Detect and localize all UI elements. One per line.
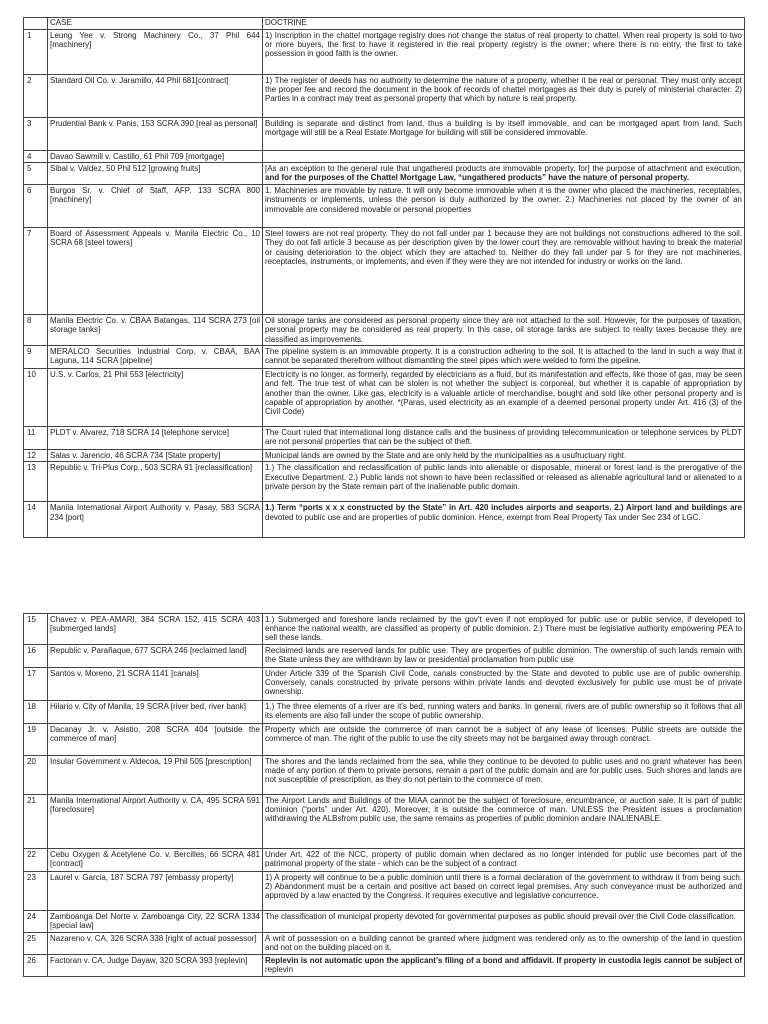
row-number: 3 (24, 118, 48, 151)
table-row (24, 462, 745, 502)
case-cell: Insular Government v. Aldecoa, 19 Phil 505 [prescription] (48, 755, 263, 794)
row-number: 20 (24, 755, 48, 794)
row-number: 22 (24, 848, 48, 871)
table-row (24, 667, 745, 700)
row-number: 23 (24, 871, 48, 910)
table-row (24, 30, 745, 75)
case-cell: Zamboanga Del Norte v. Zamboanga City, 22 SCRA 1334 [special law] (48, 910, 263, 932)
table-row (24, 315, 745, 346)
row-number: 2 (24, 75, 48, 118)
table-row (24, 75, 745, 118)
doctrine-cell: 1) Inscription in the chattel mortgage registry does not change the status of real property to chattel. When real property is sold to two or more buyers, the first to have it registered in the real property registry is the owner; where there is no entry, the first to take possession in good faith is the owner. (263, 30, 745, 75)
header-case: CASE (48, 18, 263, 30)
case-cell: Manila International Airport Authority v. CA, 495 SCRA 591 [foreclosure] (48, 794, 263, 848)
row-number: 5 (24, 163, 48, 185)
table-row (24, 700, 745, 723)
case-cell: Republic v. Tri-Plus Corp., 503 SCRA 91 [reclassification] (48, 462, 263, 502)
table-row (24, 910, 745, 932)
table-row (24, 723, 745, 755)
table-row (24, 163, 745, 185)
case-cell: Laurel v. Garcia, 187 SCRA 797 [embassy property] (48, 871, 263, 910)
table-row (24, 755, 745, 794)
case-cell: Leung Yee v. Strong Machinery Co., 37 Phil 644 [machinery] (48, 30, 263, 75)
case-table-page-1 (23, 17, 745, 538)
doctrine-cell: Under Art. 422 of the NCC, property of public domain when declared as no longer intended for public use becomes part of the patrimonal property of the state - which can be the subject of a contract (263, 848, 745, 871)
row-number: 26 (24, 954, 48, 976)
table-row (24, 794, 745, 848)
doctrine-cell: Building is separate and distinct from land, thus a building is by itself immovable, and can be mortgaged apart from land. Such mortgage will still be a Real Estate Mortgage for building will still be considered immovable. (263, 118, 745, 151)
emphasized-text: Replevin is not automatic upon the applicant’s filing of a bond and affidavit. If property in custodia legis cannot be subject of (265, 955, 742, 965)
table-row (24, 346, 745, 369)
table-row (24, 871, 745, 910)
row-number: 18 (24, 700, 48, 723)
case-cell: Burgos Sr. v. Chief of Staff, AFP, 133 SCRA 800 [machinery] (48, 185, 263, 228)
case-cell: Factoran v. CA, Judge Dayaw, 320 SCRA 393 [replevin] (48, 954, 263, 976)
doctrine-cell: 1.) The classification and reclassification of public lands into alienable or disposable, mineral or forest land is the prerogative of the Executive Department. 2.) Public lands not shown to have been reclassified or released as alienable agricultural land or alienated to a private person by the State remain part of the inalienable public domain. (263, 462, 745, 502)
case-cell: Prudential Bank v. Panis, 153 SCRA 390 [real as personal] (48, 118, 263, 151)
case-cell: Board of Assessment Appeals v. Manila Electric Co., 10 SCRA 68 [steel towers] (48, 228, 263, 315)
doctrine-cell: Oil storage tanks are considered as personal property since they are not attached to the soil. However, for the purposes of taxation, personal property may be considered as real property. In this case, oil storage tanks are subject to realty taxes because they are classified as improvements. (263, 315, 745, 346)
doctrine-cell: 1.) Submerged and foreshore lands reclaimed by the gov’t even if not employed for public use or public service, if developed to enhance the national wealth, are classified as property of public dominion. 2.) There must be legislative authority empowering PEA to sell these lands. (263, 614, 745, 645)
row-number: 24 (24, 910, 48, 932)
doctrine-cell: The Airport Lands and Buildings of the MIAA cannot be the subject of foreclosure, encumbrance, or auction sale. It is part of public dominion (“ports” under Art. 420). Moreover, it is outside the commerce of man. UNLESS the President issues a proclamation withdrawing the ALBsfrom public use, the same remains as properties of public dominion andare INALIENABLE. (263, 794, 745, 848)
case-cell: Salas v. Jarencio, 46 SCRA 734 [State property] (48, 450, 263, 462)
case-cell: Standard Oil Co. v. Jaramillo, 44 Phil 681[contract] (48, 75, 263, 118)
table-row (24, 185, 745, 228)
row-number: 25 (24, 932, 48, 954)
doctrine-cell: 1.) Term “ports x x x constructed by the State” in Art. 420 includes airports and seaports. 2.) Airport land and buildings are devoted to public use and are properties of public dominion. Hence, exempt from Real Property Tax under Sec 234 of LGC. (263, 502, 745, 538)
row-number: 6 (24, 185, 48, 228)
table-row (24, 151, 745, 163)
case-cell: Republic v. Parañaque, 677 SCRA 246 [reclaimed land] (48, 644, 263, 667)
row-number: 7 (24, 228, 48, 315)
doctrine-cell: The classification of municipal property devoted for governmental purposes as public should prevail over the Civil Code classification. (263, 910, 745, 932)
case-cell: PLDT v. Alvarez, 718 SCRA 14 [telephone service] (48, 427, 263, 450)
table-row (24, 450, 745, 462)
table-row (24, 427, 745, 450)
row-number: 8 (24, 315, 48, 346)
case-cell: Manila Electric Co. v. CBAA Batangas, 114 SCRA 273 [oil storage tanks] (48, 315, 263, 346)
case-cell: Davao Sawmill v. Castillo, 61 Phil 709 [mortgage] (48, 151, 263, 163)
row-number: 14 (24, 502, 48, 538)
table-row (24, 932, 745, 954)
doctrine-cell: 1) A property will continue to be a public dominion until there is a formal declaration of the government to withdraw it from being such. 2) Abandonment must be a certain and positive act based on correct legal premises. Any such conveyance must be authorized and approved by a law enacted by the Congress. It requires executive and legislative concurrence. (263, 871, 745, 910)
case-cell: Sibal v. Valdez, 50 Phil 512 [growing fruits] (48, 163, 263, 185)
doctrine-cell: Reclaimed lands are reserved lands for public use. They are properties of public dominion. The ownership of such lands remain with the State unless they are withdrawn by law or presidential proclamation from public use (263, 644, 745, 667)
row-number: 1 (24, 30, 48, 75)
row-number: 15 (24, 614, 48, 645)
table-row (24, 228, 745, 315)
doctrine-cell: Steel towers are not real property. They do not fall under par 1 because they are not buildings not constructions adhered to the soil. They do not fall article 3 because as per description given by the lower court they are removable without having to break the material or causing deterioration to the object which they are attached to. Neither do they fall under par 5 for they are not machineries, receptacles, instruments, or implements, and even if they were they are not intended for industry or works on the land. (263, 228, 745, 315)
doctrine-cell: The Court ruled that international long distance calls and the business of providing telecommunication or telephone services by PLDT are not personal properties that can be the subject of theft. (263, 427, 745, 450)
row-number: 16 (24, 644, 48, 667)
case-cell: Santos v. Moreno, 21 SCRA 1141 [canals] (48, 667, 263, 700)
row-number: 4 (24, 151, 48, 163)
row-number: 11 (24, 427, 48, 450)
case-cell: MERALCO Securities Industrial Corp. v. CBAA, BAA Laguna, 114 SCRA [pipeline] (48, 346, 263, 369)
row-number: 9 (24, 346, 48, 369)
doctrine-cell: [As an exception to the general rule that ungathered products are immovable property, for] the purpose of attachment and execution, and for the purposes of the Chattel Mortgage Law, “ungathered products” have the nature of personal property. (263, 163, 745, 185)
emphasized-text: 1.) Term “ports x x x constructed by the State” in Art. 420 includes airports and seaports. 2.) Airport land and buildings are (265, 503, 742, 513)
doctrine-cell: Under Article 339 of the Spanish Civil Code, canals constructed by the State and devoted to public use are of public ownership. Conversely, canals constructed by private persons within private lands and devoted exclusively for public use must be of private ownership. (263, 667, 745, 700)
case-table-page-2 (23, 613, 745, 977)
doctrine-cell: 1) The register of deeds has no authority to determine the nature of a property, whether it be real or personal. They must only accept the proper fee and record the document in the book of records of chattel mortgages as their duty is purely of ministerial character. 2) Parties in a contract may treat as personal property that which by nature is real property. (263, 75, 745, 118)
row-number: 12 (24, 450, 48, 462)
table-header-row (24, 18, 745, 30)
table-row (24, 644, 745, 667)
row-number: 13 (24, 462, 48, 502)
row-number: 17 (24, 667, 48, 700)
row-number: 10 (24, 369, 48, 427)
doctrine-cell: A writ of possession on a building cannot be granted where judgment was rendered only as to the ownership of the land in question and not on the building placed on it. (263, 932, 745, 954)
case-cell: U.S. v. Carlos, 21 Phil 553 [electricity] (48, 369, 263, 427)
doctrine-cell: 1. Machineries are movable by nature. It will only become immovable when it is the owner who placed the machineries, receptables, instruments or implements, unless the person is duly authorized by the owner. 2.) Machineries not placed by the owner of an immovable are considered movable or personal properties (263, 185, 745, 228)
table-row (24, 502, 745, 538)
case-cell: Manila International Airport Authority v. Pasay, 583 SCRA 234 [port] (48, 502, 263, 538)
row-number: 19 (24, 723, 48, 755)
emphasized-text: and for the purposes of the Chattel Mortgage Law, “ungathered products” have the nature of personal property. (265, 173, 690, 183)
table-row (24, 118, 745, 151)
doctrine-cell: The pipeline system is an immovable property. It is a construction adhering to the soil. It is attached to the land in such a way that it cannot be separated therefrom without dismantling the steel pipes which were welded to form the pipeline. (263, 346, 745, 369)
doctrine-cell: 1.) The three elements of a river are it’s bed, running waters and banks. In general, rivers are of public ownership so it follows that all its elements are also fall under the scope of public ownership. (263, 700, 745, 723)
header-number-cell (24, 18, 48, 30)
doctrine-cell: The shores and the lands reclaimed from the sea, while they continue to be devoted to public uses and no grant whatever has been made of any portion of them to private persons, remain a part of the public domain and are for public uses. Such shores and lands are not susceptible of prescription, as they do not pertain to the commerce of men. (263, 755, 745, 794)
table-row (24, 369, 745, 427)
table-row (24, 954, 745, 976)
header-doctrine: DOCTRINE (263, 18, 745, 30)
case-cell: Hilario v. City of Manila, 19 SCRA [river bed, river bank] (48, 700, 263, 723)
case-cell: Cebu Oxygen & Acetylene Co. v. Bercilles, 66 SCRA 481 [contract] (48, 848, 263, 871)
doctrine-cell: Electricity is no longer, as formerly, regarded by electricians as a fluid, but its manifestation and effects, like those of gas, may be seen and felt. The true test of what can be stolen is not whether the subject is corporeal, but whether it is capable of appropriation by another than the owner. Like gas, electricity is a valuable article of merchandise, bought and sold like other personal property and is capable of appropriation by another. *(Paras, used electricity as an example of a deemed personal property under Art. 416 (3) of the Civil Code) (263, 369, 745, 427)
doctrine-cell: Replevin is not automatic upon the applicant’s filing of a bond and affidavit. If property in custodia legis cannot be subject of replevin (263, 954, 745, 976)
doctrine-cell (263, 151, 745, 163)
case-cell: Dacanay Jr. v. Asistio, 208 SCRA 404 [outside the commerce of man] (48, 723, 263, 755)
row-number: 21 (24, 794, 48, 848)
table-row (24, 848, 745, 871)
table-row (24, 614, 745, 645)
case-cell: Nazareno v. CA, 326 SCRA 338 [right of actual possessor] (48, 932, 263, 954)
case-cell: Chavez v. PEA-AMARI, 384 SCRA 152, 415 SCRA 403 [submerged lands] (48, 614, 263, 645)
doctrine-cell: Property which are outside the commerce of man cannot be a subject of any lease of licenses. Public streets are outside the commerce of man. The right of the public to use the city streets may not be bargained away through contract. (263, 723, 745, 755)
doctrine-cell: Municipal lands are owned by the State and are only held by the municipalities as a usufructuary right. (263, 450, 745, 462)
